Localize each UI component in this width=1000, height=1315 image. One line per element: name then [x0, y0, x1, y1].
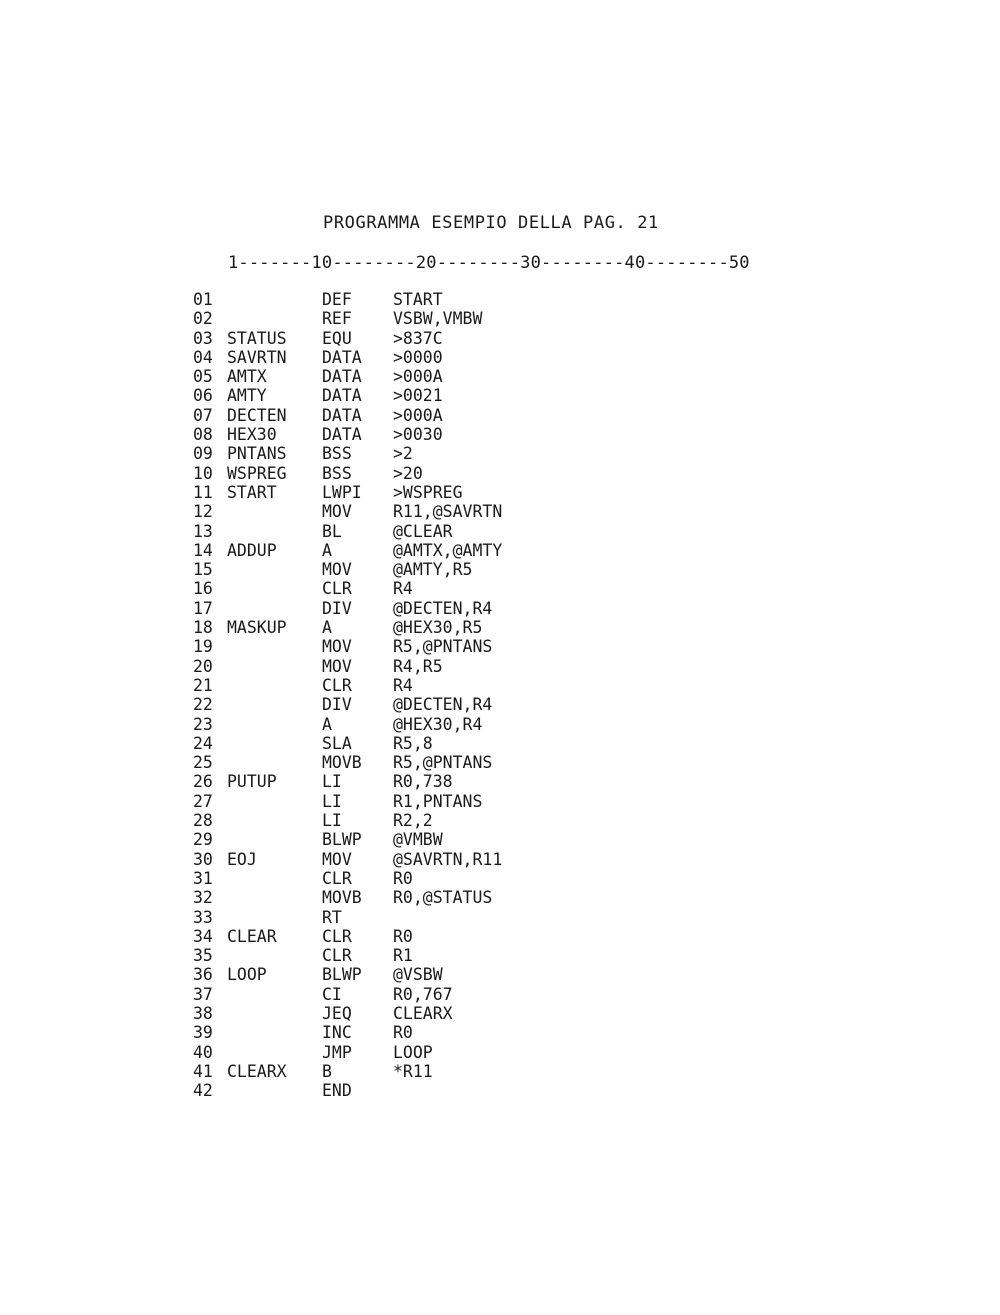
line-operand: >20 [393, 463, 423, 483]
column-ruler: 1-------10--------20--------30--------40--------50 [228, 253, 750, 273]
line-number: 27 [193, 791, 213, 811]
line-number: 06 [193, 386, 213, 406]
line-label: EOJ [227, 849, 257, 869]
line-opcode: MOV [322, 502, 352, 522]
line-opcode: B [322, 1061, 332, 1081]
line-number: 16 [193, 579, 213, 599]
line-number: 20 [193, 656, 213, 676]
line-operand: CLEARX [393, 1003, 453, 1023]
line-operand: @HEX30,R4 [393, 714, 483, 734]
line-number: 15 [193, 560, 213, 580]
line-operand: >000A [393, 405, 443, 425]
line-opcode: MOV [322, 656, 352, 676]
line-number: 13 [193, 521, 213, 541]
line-opcode: DATA [322, 386, 362, 406]
line-operand: R5,@PNTANS [393, 637, 493, 657]
line-label: ADDUP [227, 540, 277, 560]
line-number: 29 [193, 830, 213, 850]
line-opcode: A [322, 714, 332, 734]
line-number: 39 [193, 1023, 213, 1043]
line-operand: @DECTEN,R4 [393, 598, 493, 618]
line-operand: LOOP [393, 1042, 433, 1062]
line-opcode: DEF [322, 290, 352, 309]
line-label: PNTANS [227, 444, 287, 464]
line-number: 24 [193, 733, 213, 753]
line-opcode: DATA [322, 347, 362, 367]
line-number: 02 [193, 309, 213, 329]
line-label: DECTEN [227, 405, 287, 425]
line-opcode: DATA [322, 425, 362, 445]
line-operand: R4,R5 [393, 656, 443, 676]
line-number: 07 [193, 405, 213, 425]
line-operand: R0,738 [393, 772, 453, 792]
line-number: 05 [193, 367, 213, 387]
line-number: 17 [193, 598, 213, 618]
line-number: 30 [193, 849, 213, 869]
line-operand: *R11 [393, 1061, 433, 1081]
line-label: PUTUP [227, 772, 277, 792]
line-opcode: CLR [322, 579, 352, 599]
line-operand: @VSBW [393, 965, 443, 985]
line-number: 36 [193, 965, 213, 985]
line-opcode: DIV [322, 695, 352, 715]
line-number: 37 [193, 984, 213, 1004]
line-opcode: JMP [322, 1042, 352, 1062]
line-number: 35 [193, 946, 213, 966]
line-opcode: CLR [322, 926, 352, 946]
line-opcode: BL [322, 521, 342, 541]
line-number: 38 [193, 1003, 213, 1023]
line-number: 40 [193, 1042, 213, 1062]
page-title: PROGRAMMA ESEMPIO DELLA PAG. 21 [323, 213, 659, 233]
line-operand: @VMBW [393, 830, 443, 850]
line-operand: R0 [393, 868, 413, 888]
line-label: CLEARX [227, 1061, 287, 1081]
line-number: 21 [193, 675, 213, 695]
line-opcode: CI [322, 984, 342, 1004]
line-opcode: INC [322, 1023, 352, 1043]
line-number: 42 [193, 1081, 213, 1101]
line-number: 11 [193, 482, 213, 502]
line-opcode: REF [322, 309, 352, 329]
line-label: AMTX [227, 367, 267, 387]
line-number: 26 [193, 772, 213, 792]
line-opcode: BLWP [322, 830, 362, 850]
line-opcode: JEQ [322, 1003, 352, 1023]
line-operand: >0021 [393, 386, 443, 406]
line-opcode: BSS [322, 463, 352, 483]
line-operand: @HEX30,R5 [393, 618, 483, 638]
line-operand: R2,2 [393, 811, 433, 831]
line-opcode: EQU [322, 328, 352, 348]
line-operand: @DECTEN,R4 [393, 695, 493, 715]
line-opcode: MOVB [322, 753, 362, 773]
line-operand: R5,8 [393, 733, 433, 753]
line-operand: >0000 [393, 347, 443, 367]
line-number: 23 [193, 714, 213, 734]
line-label: SAVRTN [227, 347, 287, 367]
line-number: 09 [193, 444, 213, 464]
line-operand: >2 [393, 444, 413, 464]
line-opcode: END [322, 1081, 352, 1101]
line-opcode: LWPI [322, 482, 362, 502]
line-operand: R0 [393, 1023, 413, 1043]
line-opcode: LI [322, 791, 342, 811]
line-opcode: RT [322, 907, 342, 927]
line-number: 10 [193, 463, 213, 483]
line-operand: R1 [393, 946, 413, 966]
line-opcode: MOV [322, 849, 352, 869]
line-operand: R4 [393, 579, 413, 599]
line-operand: R4 [393, 675, 413, 695]
line-number: 31 [193, 868, 213, 888]
line-number: 01 [193, 290, 213, 309]
line-operand: @CLEAR [393, 521, 453, 541]
line-label: CLEAR [227, 926, 277, 946]
line-number: 19 [193, 637, 213, 657]
line-number: 08 [193, 425, 213, 445]
line-number: 03 [193, 328, 213, 348]
line-number: 12 [193, 502, 213, 522]
line-number: 04 [193, 347, 213, 367]
line-operand: @AMTX,@AMTY [393, 540, 503, 560]
line-opcode: SLA [322, 733, 352, 753]
line-operand: START [393, 290, 443, 309]
line-operand: R0,@STATUS [393, 888, 493, 908]
line-number: 18 [193, 618, 213, 638]
line-opcode: DATA [322, 367, 362, 387]
line-label: START [227, 482, 277, 502]
line-number: 41 [193, 1061, 213, 1081]
line-number: 33 [193, 907, 213, 927]
line-label: LOOP [227, 965, 267, 985]
line-operand: R1,PNTANS [393, 791, 483, 811]
line-opcode: MOVB [322, 888, 362, 908]
line-operand: >837C [393, 328, 443, 348]
line-operand: R11,@SAVRTN [393, 502, 503, 522]
line-opcode: DIV [322, 598, 352, 618]
line-opcode: BLWP [322, 965, 362, 985]
line-operand: @AMTY,R5 [393, 560, 473, 580]
line-label: WSPREG [227, 463, 287, 483]
line-number: 14 [193, 540, 213, 560]
line-opcode: A [322, 618, 332, 638]
line-opcode: LI [322, 811, 342, 831]
line-opcode: CLR [322, 868, 352, 888]
line-opcode: MOV [322, 637, 352, 657]
line-number: 28 [193, 811, 213, 831]
line-operand: R0 [393, 926, 413, 946]
line-operand: VSBW,VMBW [393, 309, 483, 329]
line-number: 22 [193, 695, 213, 715]
line-opcode: LI [322, 772, 342, 792]
line-number: 25 [193, 753, 213, 773]
line-operand: R0,767 [393, 984, 453, 1004]
line-label: MASKUP [227, 618, 287, 638]
line-number: 34 [193, 926, 213, 946]
line-label: AMTY [227, 386, 267, 406]
line-opcode: DATA [322, 405, 362, 425]
line-opcode: CLR [322, 946, 352, 966]
line-operand: R5,@PNTANS [393, 753, 493, 773]
line-opcode: BSS [322, 444, 352, 464]
line-operand: @SAVRTN,R11 [393, 849, 503, 869]
line-opcode: A [322, 540, 332, 560]
line-operand: >0030 [393, 425, 443, 445]
line-label: HEX30 [227, 425, 277, 445]
line-label: STATUS [227, 328, 287, 348]
line-opcode: CLR [322, 675, 352, 695]
line-opcode: MOV [322, 560, 352, 580]
line-operand: >WSPREG [393, 482, 463, 502]
line-number: 32 [193, 888, 213, 908]
line-operand: >000A [393, 367, 443, 387]
